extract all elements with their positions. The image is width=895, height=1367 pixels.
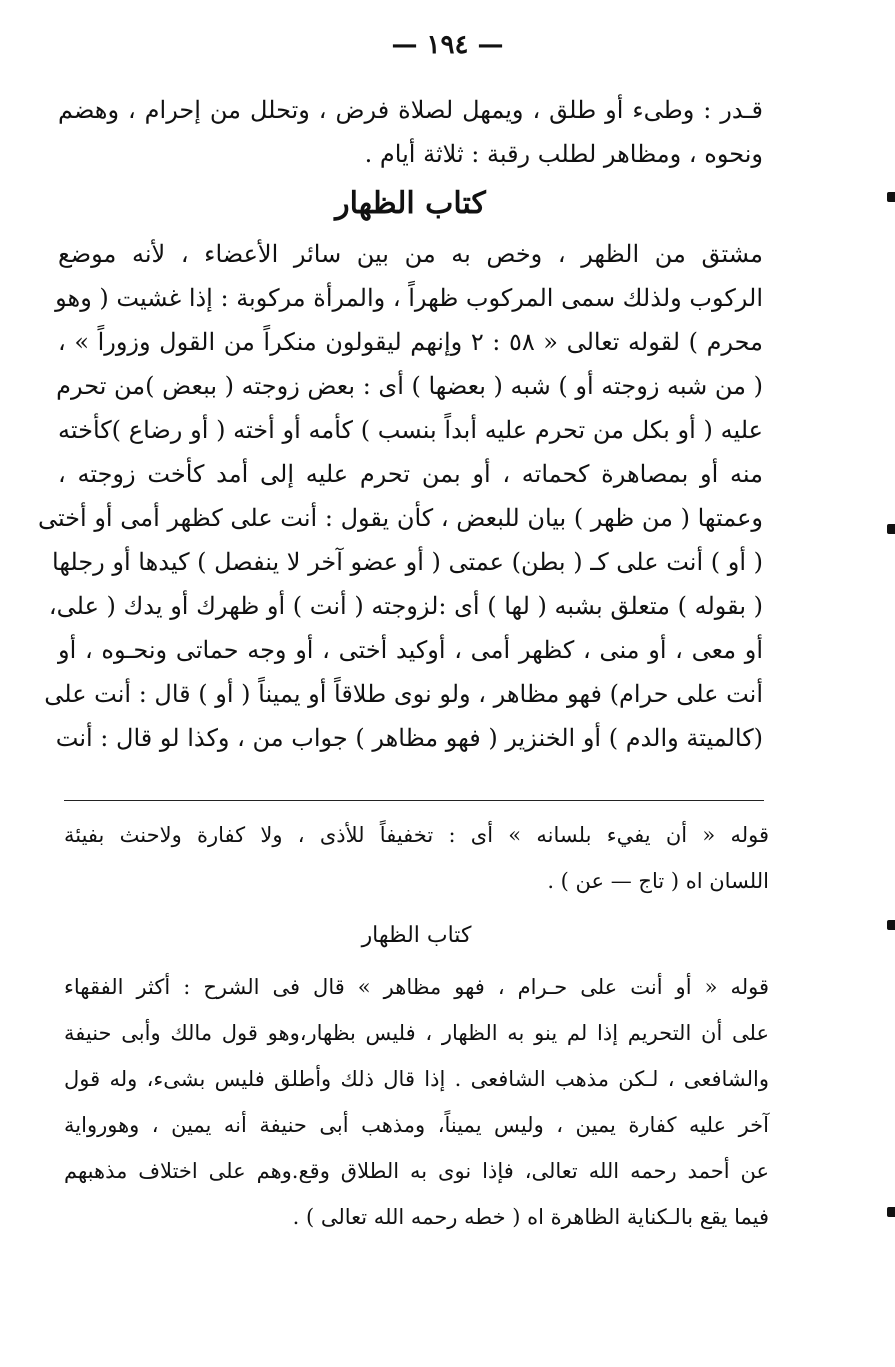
footnote-divider <box>64 800 764 801</box>
text-line: منه أو بمصاهرة كحماته ، أو بمن تحرم عليه إلى أمد كأخت زوجته ، <box>58 460 763 488</box>
text-line: أو معى ، أو منى ، كظهر أمى ، أوكيد أختى ، أو وجه حماتى ونحـوه ، أو <box>58 636 763 664</box>
footnotes-body <box>64 812 769 1240</box>
text-line: عليه ( أو بكل من تحرم عليه أبداً بنسب ) كأمه أو أخته ( أو رضاع )كأخته <box>58 416 763 444</box>
margin-mark <box>887 192 895 202</box>
footnote-line: اللسان اه ( تاج — عن ) . <box>547 869 769 893</box>
text-line: محرم ) لقوله تعالى « ٥٨ : ٢ وإنهم ليقولون منكراً من القول وزوراً » ، <box>58 328 764 356</box>
margin-mark <box>887 524 895 534</box>
margin-mark <box>887 920 895 930</box>
main-text-body <box>37 88 764 760</box>
text-line: ( بقوله ) متعلق بشبه ( لها ) أى :لزوجته ( أنت ) أو ظهرك أو يدك ( على، <box>48 592 763 620</box>
text-line: مشتق من الظهر ، وخص به من بين سائر الأعضاء ، لأنه موضع <box>58 240 763 268</box>
text-line: قـدر : وطىء أو طلق ، ويمهل لصلاة فرض ، وتحلل من إحرام ، وهضم <box>58 96 763 124</box>
text-line: ونحوه ، ومظاهر لطلب رقبة : ثلاثة أيام . <box>364 140 763 168</box>
page-number: — ١٩٤ — <box>391 30 504 60</box>
chapter-heading: كتاب الظهار <box>335 186 486 221</box>
footnote-line: آخر عليه كفارة يمين ، وليس يميناً، ومذهب أبى حنيفة أنه يمين ، وهورواية <box>64 1113 769 1137</box>
text-line: وعمتها ( من ظهر ) بيان للبعض ، كأن يقول : أنت على كظهر أمى أو أختى <box>37 504 763 532</box>
footnote-line: على أن التحريم إذا لم ينو به الظهار ، فليس بظهار،وهو قول مالك وأبى حنيفة <box>64 1021 769 1045</box>
text-line: ( أو ) أنت على كـ ( بطن) عمتى ( أو عضو آخر لا ينفصل ) كيدها أو رجلها <box>52 548 763 576</box>
text-line: الركوب ولذلك سمى المركوب ظهراً ، والمرأة مركوبة : إذا غشيت ( وهو <box>55 284 763 312</box>
footnote-line: قوله « أو أنت على حـرام ، فهو مظاهر » قال فى الشرح : أكثر الفقهاء <box>64 975 769 999</box>
footnotes-heading: كتاب الظهار <box>361 923 472 948</box>
footnote-line: قوله « أن يفيء بلسانه » أى : تخفيفاً للأذى ، ولا كفارة ولاحنث بفيئة <box>64 823 769 847</box>
text-line: (كالميتة والدم ) أو الخنزير ( فهو مظاهر ) جواب من ، وكذا لو قال : أنت <box>55 724 763 752</box>
margin-mark <box>887 1207 895 1217</box>
footnote-line: والشافعى ، لـكن مذهب الشافعى . إذا قال ذلك وأطلق فليس بشىء، وله قول <box>64 1067 769 1091</box>
text-line: أنت على حرام) فهو مظاهر ، ولو نوى طلاقاً أو يميناً ( أو ) قال : أنت على <box>44 680 763 708</box>
footnote-line: فيما يقع بالـكناية الظاهرة اه ( خطه رحمه الله تعالى ) . <box>292 1205 769 1229</box>
footnote-line: عن أحمد رحمه الله تعالى، فإذا نوى به الطلاق وقع.وهم على اختلاف مذهبهم <box>64 1159 769 1183</box>
text-line: ( من شبه زوجته أو ) شبه ( بعضها ) أى : بعض زوجته ( ببعض )من تحرم <box>56 372 763 400</box>
